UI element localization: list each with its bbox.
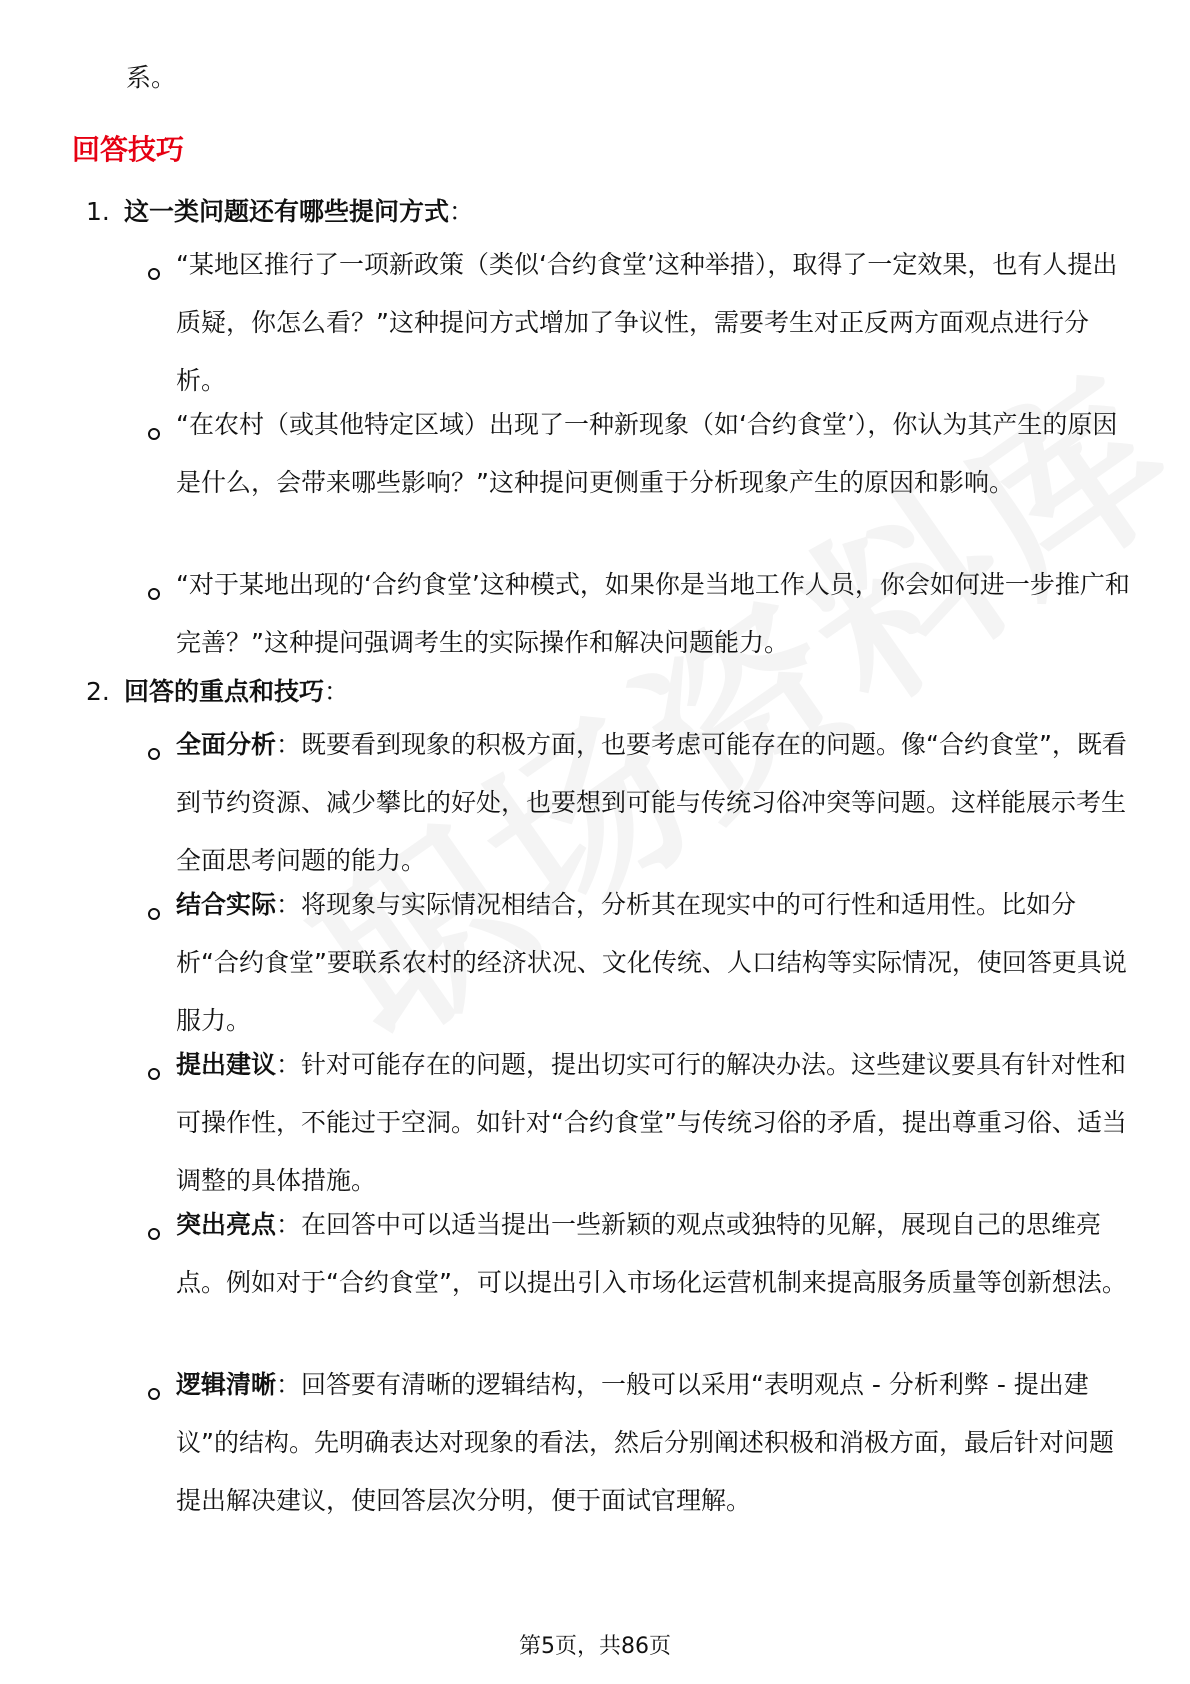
bullet-circle-icon xyxy=(148,908,160,920)
bullet-text: ：回答要有清晰的逻辑结构，一般可以采用“表明观点 - 分析利弊 - 提出建议”的结构。先明确表达对现象的看法，然后分别阐述积极和消极方面，最后针对问题提出解决建议，使回答层次分明，便于面试官理解。 xyxy=(176,1370,1114,1515)
bullet-item xyxy=(176,1356,1131,1530)
page-number-footer: 第5页，共86页 xyxy=(519,1634,671,1659)
bullet-circle-icon xyxy=(148,1228,160,1240)
section-title: 回答技巧 xyxy=(72,133,185,166)
list-number: 2. xyxy=(86,677,110,706)
bullet-circle-icon xyxy=(148,588,160,600)
bullet-circle-icon xyxy=(148,1388,160,1400)
bullet-circle-icon xyxy=(148,748,160,760)
bullet-text: “在农村（或其他特定区域）出现了一种新现象（如‘合约食堂’），你认为其产生的原因是什么，会带来哪些影响？”这种提问更侧重于分析现象产生的原因和影响。 xyxy=(176,410,1118,497)
heading-bold: 这一类问题还有哪些提问方式 xyxy=(124,197,450,226)
bullet-bold-label: 提出建议 xyxy=(176,1050,277,1079)
continuation-text: 系。 xyxy=(126,63,177,92)
bullet-circle-icon xyxy=(148,428,160,440)
bullet-bold-label: 结合实际 xyxy=(176,890,277,919)
bullet-bold-label: 全面分析 xyxy=(176,730,277,759)
heading-rest: ： xyxy=(324,677,350,706)
bullet-text: ：针对可能存在的问题，提出切实可行的解决办法。这些建议要具有针对性和可操作性，不能过于空洞。如针对“合约食堂”与传统习俗的矛盾，提出尊重习俗、适当调整的具体措施。 xyxy=(176,1050,1127,1195)
bullet-item xyxy=(176,396,1131,512)
bullet-circle-icon xyxy=(148,1068,160,1080)
list-item-heading xyxy=(86,192,474,232)
bullet-text: ：将现象与实际情况相结合，分析其在现实中的可行性和适用性。比如分析“合约食堂”要联系农村的经济状况、文化传统、人口结构等实际情况，使回答更具说服力。 xyxy=(176,890,1127,1035)
bullet-bold-label: 突出亮点 xyxy=(176,1210,277,1239)
bullet-item xyxy=(176,876,1131,1050)
bullet-text: “对于某地出现的‘合约食堂’这种模式，如果你是当地工作人员，你会如何进一步推广和完善？”这种提问强调考生的实际操作和解决问题能力。 xyxy=(176,570,1130,657)
bullet-item xyxy=(176,1036,1131,1210)
bullet-text: ：既要看到现象的积极方面，也要考虑可能存在的问题。像“合约食堂”，既看到节约资源、减少攀比的好处，也要想到可能与传统习俗冲突等问题。这样能展示考生全面思考问题的能力。 xyxy=(176,730,1127,875)
bullet-bold-label: 逻辑清晰 xyxy=(176,1370,277,1399)
bullet-item xyxy=(176,1196,1131,1312)
bullet-circle-icon xyxy=(148,268,160,280)
list-item-heading xyxy=(86,672,349,712)
bullet-text: “某地区推行了一项新政策（类似‘合约食堂’这种举措），取得了一定效果，也有人提出质疑，你怎么看？”这种提问方式增加了争议性，需要考生对正反两方面观点进行分析。 xyxy=(176,250,1118,395)
bullet-text: ：在回答中可以适当提出一些新颖的观点或独特的见解，展现自己的思维亮点。例如对于“合约食堂”，可以提出引入市场化运营机制来提高服务质量等创新想法。 xyxy=(176,1210,1127,1297)
heading-bold: 回答的重点和技巧 xyxy=(124,677,325,706)
bullet-item xyxy=(176,236,1131,410)
bullet-item xyxy=(176,556,1131,672)
bullet-item xyxy=(176,716,1131,890)
heading-rest: ： xyxy=(449,197,475,226)
list-number: 1. xyxy=(86,197,110,226)
